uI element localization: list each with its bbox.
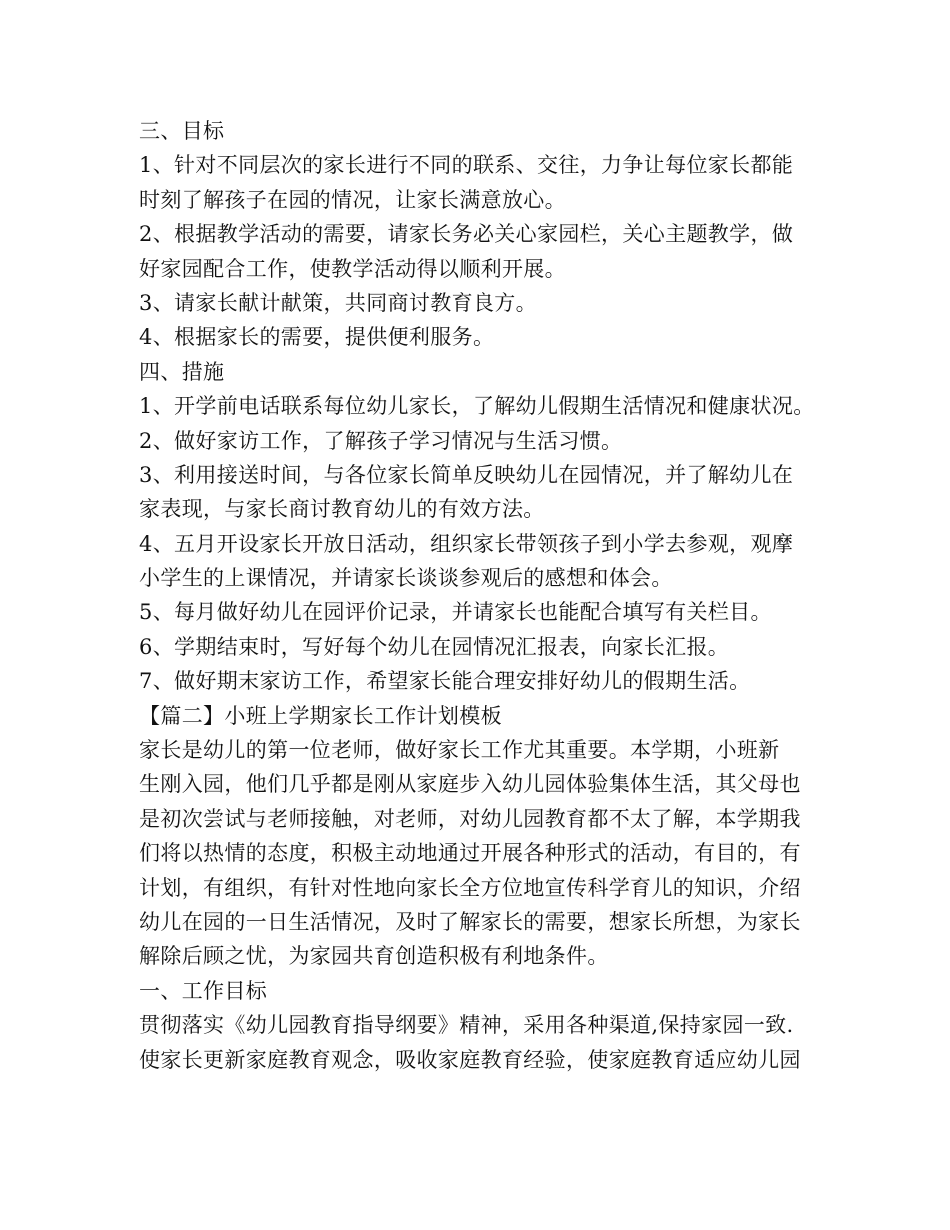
text-line: 解除后顾之忧，为家园共育创造积极有利地条件。 bbox=[139, 944, 609, 969]
text-line: 2、根据教学活动的需要，请家长务必关心家园栏，关心主题教学，做 bbox=[139, 222, 794, 247]
text-line: 6、学期结束时，写好每个幼儿在园情况汇报表，向家长汇报。 bbox=[139, 634, 730, 659]
text-line: 3、请家长献计献策，共同商讨教育良方。 bbox=[139, 290, 538, 315]
text-line: 2、做好家访工作，了解孩子学习情况与生活习惯。 bbox=[139, 428, 623, 453]
text-line: 小学生的上课情况，并请家长谈谈参观后的感想和体会。 bbox=[139, 566, 673, 591]
text-line: 5、每月做好幼儿在园评价记录，并请家长也能配合填写有关栏目。 bbox=[139, 600, 772, 625]
text-line: 时刻了解孩子在园的情况，让家长满意放心。 bbox=[139, 187, 566, 212]
text-line: 1、针对不同层次的家长进行不同的联系、交往，力争让每位家长都能 bbox=[139, 153, 794, 178]
text-line: 使家长更新家庭教育观念，吸收家庭教育经验，使家庭教育适应幼儿园 bbox=[139, 1047, 801, 1072]
text-line: 生刚入园，他们几乎都是刚从家庭步入幼儿园体验集体生活，其父母也 bbox=[139, 772, 801, 797]
section-heading-measures: 四、措施 bbox=[139, 359, 225, 384]
text-line: 4、根据家长的需要，提供便利服务。 bbox=[139, 325, 495, 350]
text-line: 4、五月开设家长开放日活动，组织家长带领孩子到小学去参观，观摩 bbox=[139, 531, 794, 556]
text-line: 好家园配合工作，使教学活动得以顺利开展。 bbox=[139, 256, 566, 281]
section-heading-work-goals: 一、工作目标 bbox=[139, 978, 268, 1003]
text-line: 家长是幼儿的第一位老师，做好家长工作尤其重要。本学期，小班新 bbox=[139, 738, 780, 763]
text-line: 家表现，与家长商讨教育幼儿的有效方法。 bbox=[139, 497, 545, 522]
text-line: 们将以热情的态度，积极主动地通过开展各种形式的活动，有目的，有 bbox=[139, 841, 801, 866]
text-line: 3、利用接送时间，与各位家长简单反映幼儿在园情况，并了解幼儿在 bbox=[139, 462, 794, 487]
text-line: 幼儿在园的一日生活情况，及时了解家长的需要，想家长所想，为家长 bbox=[139, 909, 801, 934]
article-title: 【篇二】小班上学期家长工作计划模板 bbox=[139, 703, 502, 728]
text-line: 计划，有组织，有针对性地向家长全方位地宣传科学育儿的知识，介绍 bbox=[139, 875, 801, 900]
text-line: 是初次尝试与老师接触，对老师，对幼儿园教育都不太了解，本学期我 bbox=[139, 806, 801, 831]
text-line: 1、开学前电话联系每位幼儿家长，了解幼儿假期生活情况和健康状况。 bbox=[139, 394, 815, 419]
text-line: 贯彻落实《幼儿园教育指导纲要》精神，采用各种渠道,保持家园一致. bbox=[139, 1013, 794, 1038]
text-line: 7、做好期末家访工作，希望家长能合理安排好幼儿的假期生活。 bbox=[139, 669, 751, 694]
document-body bbox=[139, 114, 819, 1077]
section-heading-goals: 三、目标 bbox=[139, 119, 225, 143]
